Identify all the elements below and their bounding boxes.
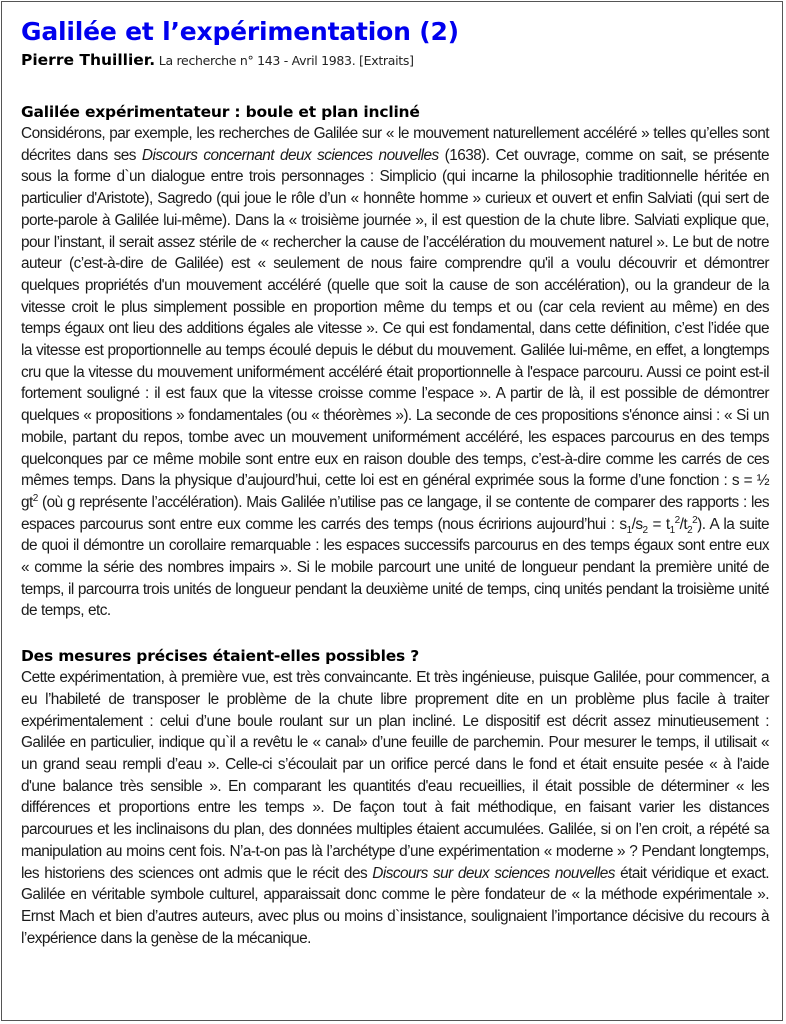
text-run: Considérons, par exemple, les recherches de Galilée sur « le mouvement naturellement accéléré » telles qu’elles sont décrites dans ses xyxy=(21,125,769,164)
text-run: = t xyxy=(647,515,670,533)
subscript: 1 xyxy=(626,524,632,536)
section-paragraph-experimentateur xyxy=(21,123,769,622)
section-heading-experimentateur: Galilée expérimentateur : boule et plan incliné xyxy=(21,103,420,121)
byline xyxy=(21,49,769,71)
subscript: 2 xyxy=(642,524,648,536)
section-paragraph-mesures xyxy=(21,667,769,949)
subscript: 1 xyxy=(669,524,675,536)
exponent: 2 xyxy=(32,492,38,504)
book-title-discours-sur: Discours sur deux sciences nouvelles xyxy=(372,864,615,882)
text-run: (où g représente l’accélération). Mais Galilée n’utilise pas ce langage, il se contente de comparer des rapports : les espaces parcourus sont entre eux comme les carrés des temps (nous écririons aujourd’hui : s xyxy=(21,493,769,533)
section-heading-mesures: Des mesures précises étaient-elles possibles ? xyxy=(21,647,420,666)
text-run: (1638). Cet ouvrage, comme on sait, se présente sous la forme d`un dialogue entre trois personnages : Simplicio (qui incarne la philosophie traditionnelle héritée en particulier d'Aristote), Sagredo (qui joue le rôle d’un « honnête homme » curieux et ouvert et enfin Salviati (qui sert de porte-parole à Galilée lui-même). Dans la « troisième journée », il est question de la chute libre. Salviati explique que, pour l’instant, il serait assez stérile de « rechercher la cause de l’accélération du mouvement naturel ». Le but de notre auteur (c’est-à-dire de Galilée) est « seulement de nous faire comprendre qu'il a voulu découvrir et démontrer quelques propriétés d'un mouvement accéléré (quelle que soit la cause de son accélération), ou la grandeur de la vitesse croit le plus simplement possible en proportion même du temps et ou (car cela revient au même) en des temps égaux ont lieu des additions égales ale vitesse ». Ce qui est fondamental, dans cette définition, c’est l’idée que la vitesse est proportionnelle au temps écoulé depuis le début du mouvement. Galilée lui-même, en effet, a longtemps cru que la vitesse du mouvement uniformément accéléré était proportionnelle à l'espace parcouru. Aussi ce point est-il fortement souligné : il est faux que la vitesse croisse comme l’espace ». A partir de là, il est possible de démontrer quelques « propositions » fondamentales (ou « théorèmes »). La seconde de ces propositions s'énonce ainsi : « Si un mobile, partant du repos, tombe avec un mouvement uniformément accéléré, les espaces parcourus en des temps quelconques par ce même mobile sont entre eux en raison double des temps, c’est-à-dire comme les carrés de ces mêmes temps. Dans la physique d’aujourd’hui, cette loi est en général exprimée sous la forme d’une fonction : s = ½ gt xyxy=(21,146,769,511)
text-run: était véridique et exact. Galilée en véritable symbole culturel, apparaissait donc comme le père fondateur de « la méthode expérimentale ». Ernst Mach et bien d’autres auteurs, avec plus ou moins d`insistance, soulignaient l’importance décisive du recours à l’expérience dans la genèse de la mécanique. xyxy=(21,864,770,947)
text-run: /s xyxy=(631,515,643,533)
book-title-discours-concernant: Discours concernant deux sciences nouvelles xyxy=(141,146,439,164)
document-page xyxy=(1,1,783,1021)
exponent: 2 xyxy=(674,514,680,526)
exponent: 2 xyxy=(692,514,698,526)
text-run: /t xyxy=(679,515,688,533)
text-run: Cette expérimentation, à première vue, est très convaincante. Et très ingénieuse, puisque Galilée, pour commencer, a eu l’habileté de transposer le problème de la chute libre proprement dite en un problème plus facile à traiter expérimentalement : celui d’une boule roulant sur un plan incliné. Le dispositif est décrit assez minutieusement : Galilée en particulier, indique qu`il a revêtu le « canal» d’une feuille de parchemin. Pour mesurer le temps, il utilisait « un grand seau rempli d’eau ». Celle-ci s’écoulait par un orifice percé dans le fond et était ensuite pesée « à l'aide d'une balance très sensible ». En comparant les quantités d'eau recueillies, il était possible de déterminer « les différences et proportions entre les temps ». De façon tout à fait méthodique, en faisant varier les distances parcourues et les inclinaisons du plan, des données multiples étaient accumulées. Galilée, si on l’en croit, a répété sa manipulation au moins cent fois. N’a-t-on pas là l’archétype d’une expérimentation « moderne » ? Pendant longtemps, les historiens des sciences ont admis que le récit des xyxy=(21,669,769,882)
subscript: 2 xyxy=(687,524,693,536)
document-content xyxy=(21,15,769,949)
document-title: Galilée et l’expérimentation (2) xyxy=(21,17,459,46)
author-name: Pierre Thuillier. xyxy=(21,51,156,69)
source-citation: La recherche n° 143 - Avril 1983. [Extraits] xyxy=(155,53,414,68)
text-run: ). A la suite de quoi il démontre un corollaire remarquable : les espaces successifs parcourus en des temps égaux sont entre eux « comme la série des nombres impairs ». Si le mobile parcourt une unité de longueur pendant la première unité de temps, il parcourra trois unités de longueur pendant la deuxième unité de temps, cinq unités pendant la troisième unité de temps, etc. xyxy=(21,515,770,620)
